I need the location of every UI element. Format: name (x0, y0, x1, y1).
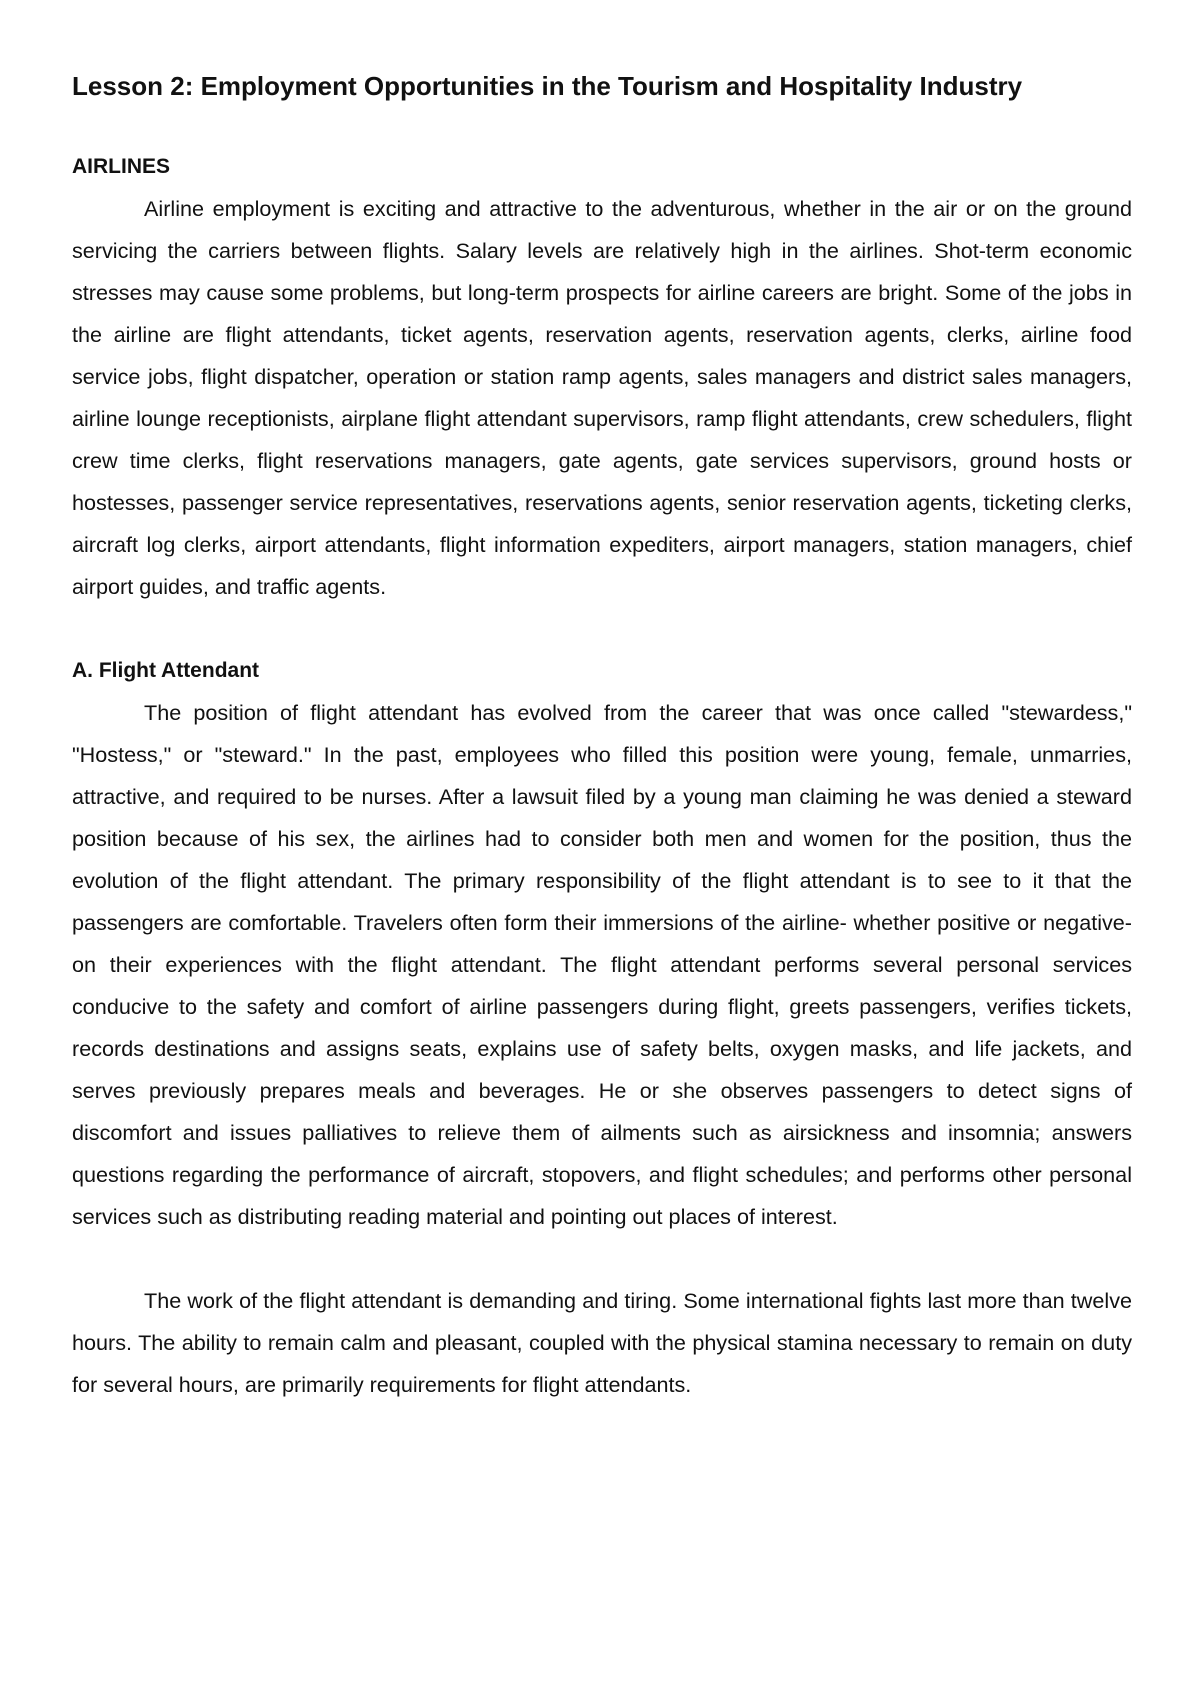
airlines-paragraph: Airline employment is exciting and attractive to the adventurous, whether in the air or on the ground servicing the carriers between flights. Salary levels are relatively high in the airlines. Shot-term economic stresses may cause some problems, but long-term prospects for airline careers are bright. Some of the jobs in the airline are flight attendants, ticket agents, reservation agents, reservation agents, clerks, airline food service jobs, flight dispatcher, operation or station ramp agents, sales managers and district sales managers, airline lounge receptionists, airplane flight attendant supervisors, ramp flight attendants, crew schedulers, flight crew time clerks, flight reservations managers, gate agents, gate services supervisors, ground hosts or hostesses, passenger service representatives, reservations agents, senior reservation agents, ticketing clerks, aircraft log clerks, airport attendants, flight information expediters, airport managers, station managers, chief airport guides, and traffic agents. (72, 196, 1132, 599)
document-page (72, 70, 1132, 1406)
airlines-heading: AIRLINES (72, 155, 171, 178)
flight-attendant-paragraph-1: The position of flight attendant has evolved from the career that was once called "stewardess," "Hostess," or "steward." In the past, employees who filled this position were young, female, unmarries, attractive, and required to be nurses. After a lawsuit filed by a young man claiming he was denied a steward position because of his sex, the airlines had to consider both men and women for the position, thus the evolution of the flight attendant. The primary responsibility of the flight attendant is to see to it that the passengers are comfortable. Travelers often form their immersions of the airline- whether positive or negative- on their experiences with the flight attendant. The flight attendant performs several personal services conducive to the safety and comfort of airline passengers during flight, greets passengers, verifies tickets, records destinations and assigns seats, explains use of safety belts, oxygen masks, and life jackets, and serves previously prepares meals and beverages. He or she observes passengers to detect signs of discomfort and issues palliatives to relieve them of ailments such as airsickness and insomnia; answers questions regarding the performance of aircraft, stopovers, and flight schedules; and performs other personal services such as distributing reading material and pointing out places of interest. (72, 700, 1132, 1229)
flight-attendant-heading: A. Flight Attendant (72, 659, 260, 682)
flight-attendant-paragraph-2: The work of the flight attendant is demanding and tiring. Some international fights last more than twelve hours. The ability to remain calm and pleasant, coupled with the physical stamina necessary to remain on duty for several hours, are primarily requirements for flight attendants. (72, 1288, 1132, 1397)
lesson-title: Lesson 2: Employment Opportunities in the Tourism and Hospitality Industry (72, 71, 1023, 101)
